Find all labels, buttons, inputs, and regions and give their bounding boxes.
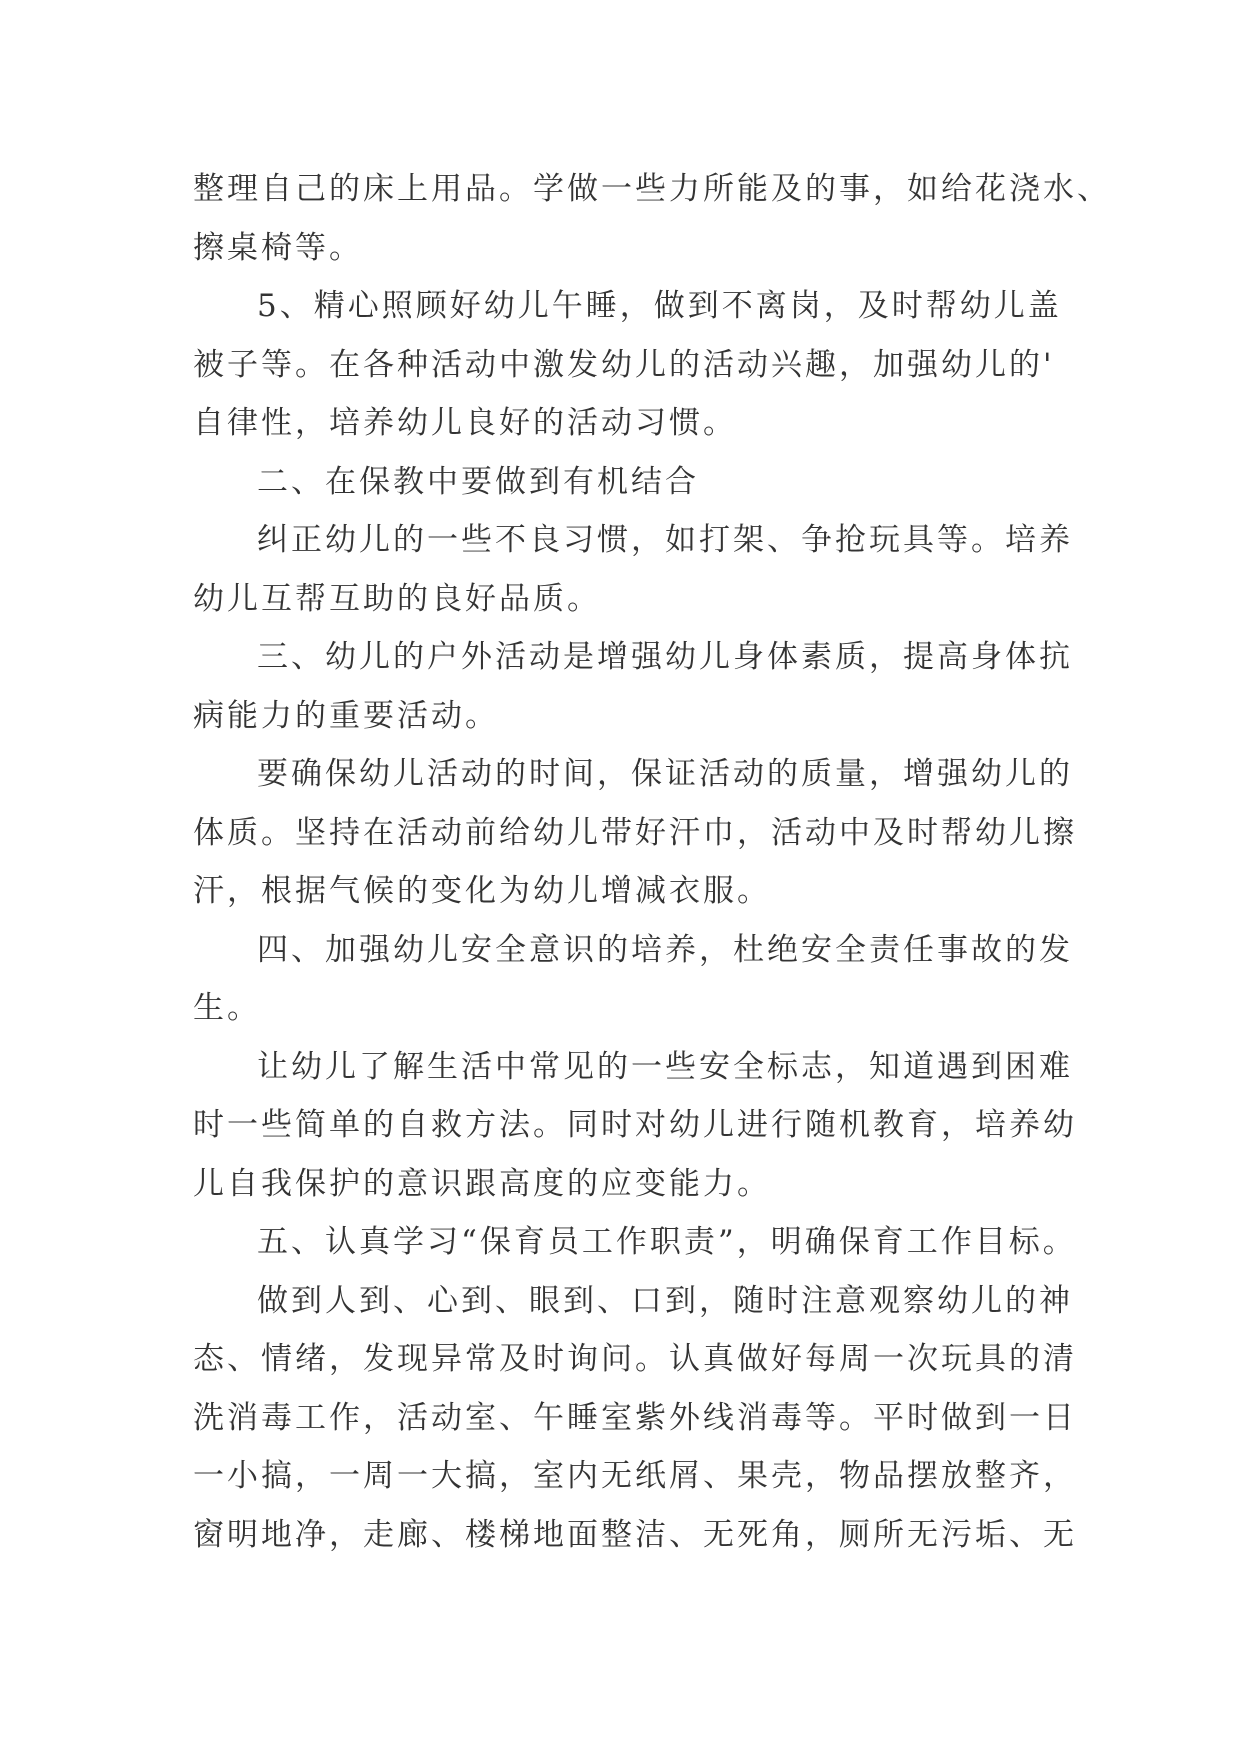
text-line: 幼儿互帮互助的良好品质。: [193, 580, 601, 617]
document-body: [193, 160, 1111, 1564]
text-line: 体质。坚持在活动前给幼儿带好汗巾，活动中及时帮幼儿擦: [193, 814, 1077, 851]
text-line: 整理自己的床上用品。学做一些力所能及的事，如给花浇水、: [193, 171, 1111, 207]
section-heading: 五、认真学习“保育员工作职责”，明确保育工作目标。: [257, 1224, 1077, 1260]
section-heading: 二、在保教中要做到有机结合: [257, 463, 699, 500]
text-line: 自律性，培养幼儿良好的活动习惯。: [193, 405, 737, 441]
text-line: 汗，根据气候的变化为幼儿增减衣服。: [193, 873, 771, 909]
text-line: 5、精心照顾好幼儿午睡，做到不离岗，及时帮幼儿盖: [257, 288, 1062, 324]
section-heading: 病能力的重要活动。: [193, 697, 499, 734]
text-line: 擦桌椅等。: [193, 229, 363, 266]
text-line: 一小搞，一周一大搞，室内无纸屑、果壳，物品摆放整齐，: [193, 1458, 1077, 1494]
text-line: 做到人到、心到、眼到、口到，随时注意观察幼儿的神: [257, 1282, 1073, 1319]
section-heading: 四、加强幼儿安全意识的培养，杜绝安全责任事故的发: [257, 931, 1073, 968]
text-line: 让幼儿了解生活中常见的一些安全标志，知道遇到困难: [257, 1048, 1073, 1085]
text-line: 被子等。在各种活动中激发幼儿的活动兴趣，加强幼儿的': [193, 346, 1055, 383]
text-line: 态、情绪，发现异常及时询问。认真做好每周一次玩具的清: [193, 1341, 1077, 1377]
text-line: 窗明地净，走廊、楼梯地面整洁、无死角，厕所无污垢、无: [193, 1516, 1077, 1553]
text-line: 时一些简单的自救方法。同时对幼儿进行随机教育，培养幼: [193, 1107, 1077, 1143]
text-line: 纠正幼儿的一些不良习惯，如打架、争抢玩具等。培养: [257, 522, 1073, 558]
text-line: 儿自我保护的意识跟高度的应变能力。: [193, 1165, 771, 1202]
text-line: 洗消毒工作，活动室、午睡室紫外线消毒等。平时做到一日: [193, 1399, 1077, 1436]
text-line: 要确保幼儿活动的时间，保证活动的质量，增强幼儿的: [257, 756, 1073, 792]
section-heading: 生。: [193, 990, 261, 1026]
section-heading: 三、幼儿的户外活动是增强幼儿身体素质，提高身体抗: [257, 639, 1073, 675]
